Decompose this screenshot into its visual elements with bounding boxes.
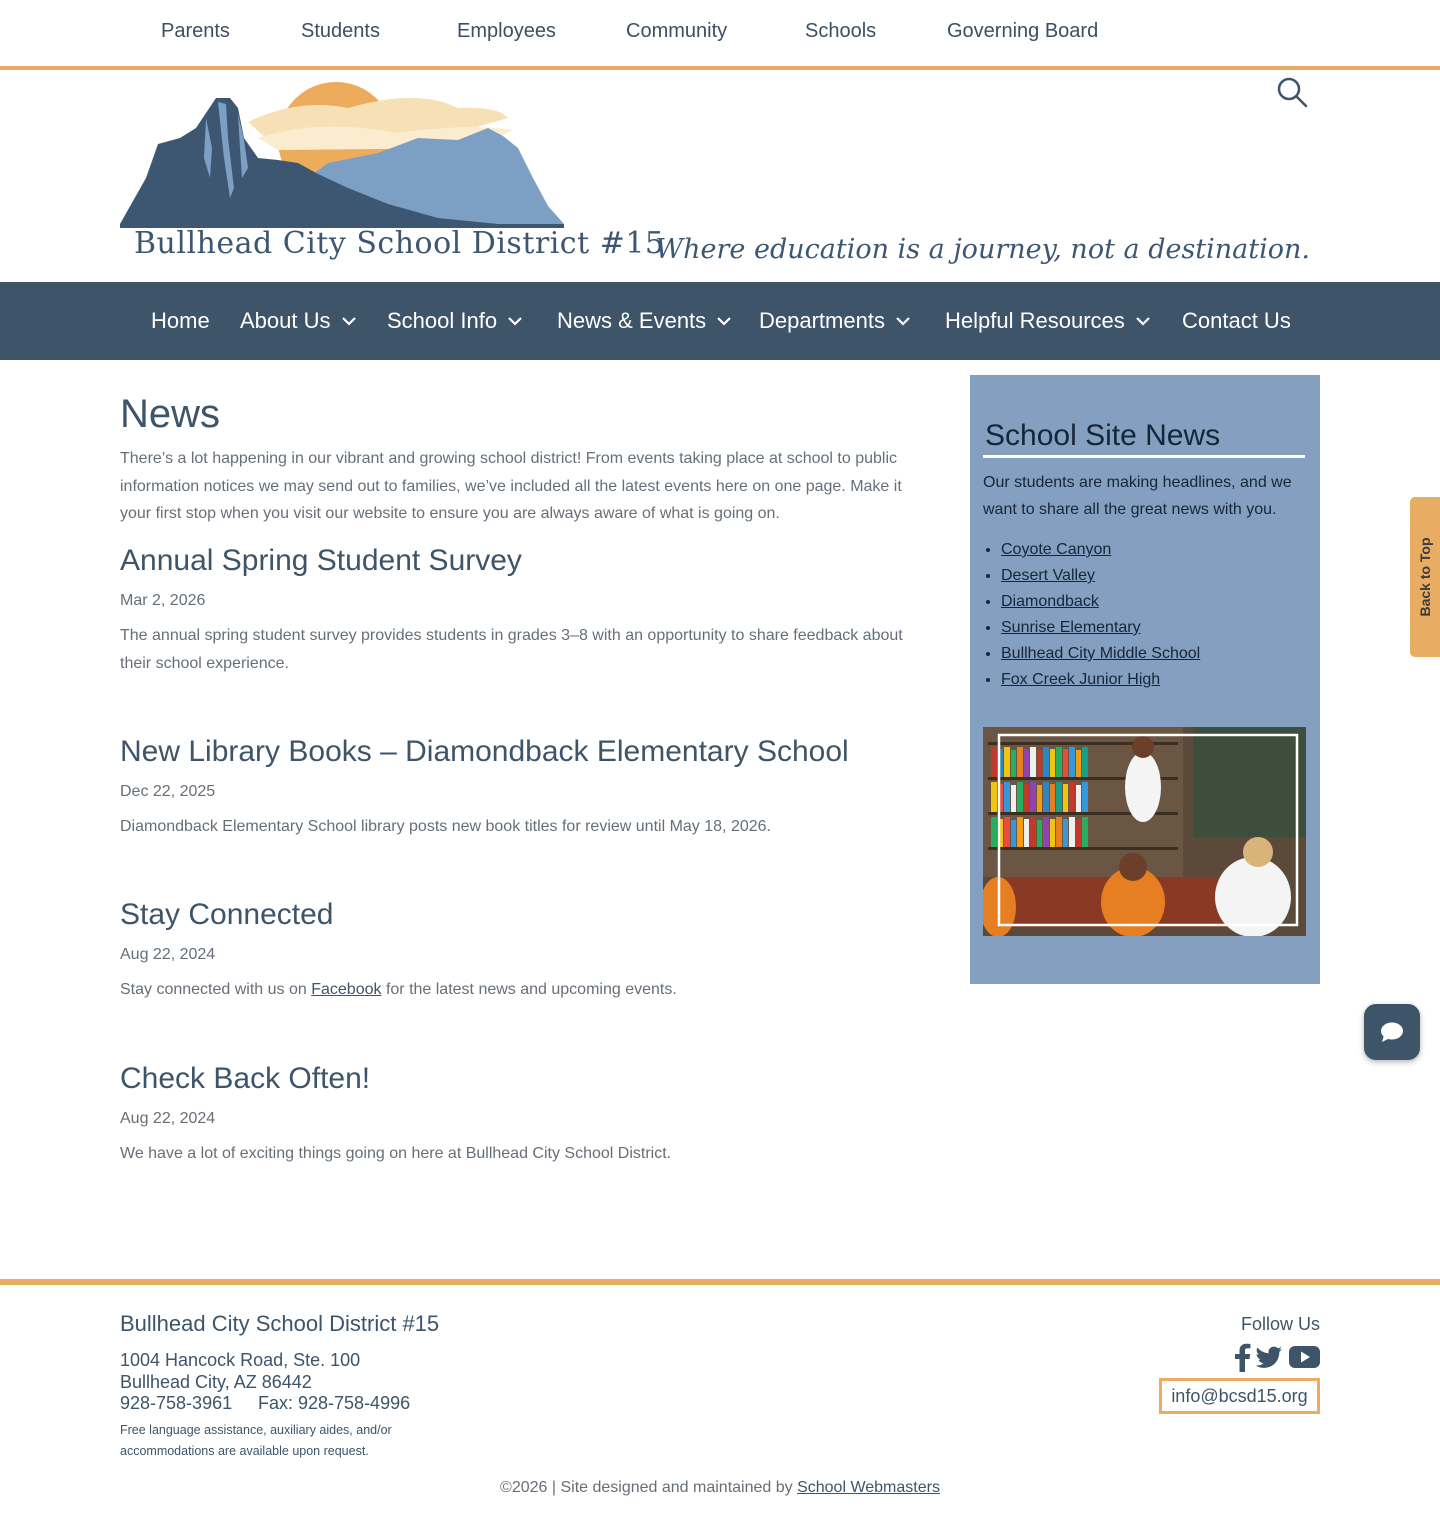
footer-address-line2: Bullhead City, AZ 86442 — [120, 1372, 312, 1392]
chevron-down-icon — [716, 313, 732, 329]
chevron-down-icon — [895, 313, 911, 329]
nav-helpful-resources-label: Helpful Resources — [945, 308, 1125, 333]
chat-button[interactable] — [1364, 1004, 1420, 1060]
article-title[interactable]: Annual Spring Student Survey — [120, 544, 522, 577]
utility-nav-parents[interactable]: Parents — [161, 20, 230, 42]
school-link-desert-valley[interactable]: Desert Valley — [1001, 567, 1095, 584]
logo-wordmark: Bullhead City School District #15 — [134, 226, 665, 261]
school-link-coyote-canyon[interactable]: Coyote Canyon — [1001, 541, 1112, 558]
list-item — [1001, 641, 1200, 667]
article-body: The annual spring student survey provides students in grades 3–8 with an opportunity to share feedback about their school experience. — [120, 627, 903, 672]
facebook-icon[interactable] — [1232, 1342, 1252, 1372]
library-classroom-image — [983, 727, 1306, 936]
copyright-text: ©2026 | Site designed and maintained by — [500, 1479, 798, 1496]
nav-helpful-resources[interactable] — [945, 308, 1151, 334]
facebook-link[interactable]: Facebook — [311, 981, 382, 998]
nav-contact-us-label: Contact Us — [1182, 308, 1291, 333]
article-body: Diamondback Elementary School library posts new book titles for review until May 18, 2026. — [120, 818, 771, 835]
nav-contact-us[interactable] — [1182, 308, 1291, 334]
footer-divider — [0, 1279, 1440, 1285]
main-nav — [0, 282, 1440, 360]
back-to-top-button[interactable] — [1410, 497, 1440, 657]
school-link-diamondback[interactable]: Diamondback — [1001, 593, 1099, 610]
utility-nav-students[interactable]: Students — [301, 20, 380, 42]
school-site-news-sidebar — [970, 375, 1320, 984]
article-title[interactable]: Stay Connected — [120, 898, 334, 931]
mountain-sun-logo-icon — [118, 78, 566, 228]
page-intro: There’s a lot happening in our vibrant and growing school district! From events taking place at school to public information notices we may send out to families, we’ve included all the latest events here on one page. Make it your first stop when you visit our website to ensure you are always aware of what is going on. — [120, 450, 902, 522]
nav-departments[interactable] — [759, 308, 911, 334]
utility-nav-employees[interactable]: Employees — [457, 20, 556, 42]
sidebar-divider — [983, 455, 1305, 458]
youtube-icon[interactable] — [1289, 1342, 1320, 1372]
chat-bubble-icon — [1380, 1021, 1404, 1043]
utility-nav-schools[interactable]: Schools — [805, 20, 877, 42]
nav-home[interactable] — [151, 308, 210, 334]
nav-about-us[interactable] — [240, 308, 357, 334]
list-item — [1001, 537, 1200, 563]
chevron-down-icon — [507, 313, 523, 329]
nav-departments-label: Departments — [759, 308, 885, 333]
list-item — [1001, 667, 1200, 693]
list-item — [1001, 615, 1200, 641]
article-date: Aug 22, 2024 — [120, 1110, 216, 1127]
list-item — [1001, 589, 1200, 615]
school-link-sunrise-elementary[interactable]: Sunrise Elementary — [1001, 619, 1141, 636]
nav-news-events-label: News & Events — [557, 308, 707, 333]
article-body-text: for the latest news and upcoming events. — [381, 981, 677, 998]
follow-us-label: Follow Us — [1240, 1314, 1320, 1334]
email-link[interactable]: info@bcsd15.org — [1159, 1378, 1320, 1414]
footer-accessibility-note: Free language assistance, auxiliary aides, and/or accommodations are available upon request. — [120, 1423, 392, 1458]
footer-address-line1: 1004 Hancock Road, Ste. 100 — [120, 1350, 361, 1370]
news-article — [120, 898, 910, 1004]
school-link-bullhead-city-middle[interactable]: Bullhead City Middle School — [1001, 645, 1201, 662]
back-to-top-label: Back to Top — [1417, 537, 1433, 617]
footer-phone[interactable]: 928-758-3961 — [120, 1393, 233, 1413]
sidebar-description: Our students are making headlines, and we want to share all the great news with you. — [983, 474, 1292, 518]
tagline: Where education is a journey, not a destination. — [655, 234, 1310, 265]
article-title[interactable]: New Library Books – Diamondback Elementary School — [120, 735, 849, 768]
utility-nav — [0, 0, 1440, 66]
nav-about-us-label: About Us — [240, 308, 331, 333]
article-title[interactable]: Check Back Often! — [120, 1062, 371, 1095]
article-body — [120, 976, 910, 1004]
nav-home-label: Home — [151, 308, 210, 333]
utility-nav-governing-board[interactable]: Governing Board — [947, 20, 1099, 42]
footer-fax: Fax: 928-758-4996 — [258, 1393, 411, 1413]
news-article — [120, 735, 910, 841]
nav-news-events[interactable] — [557, 308, 732, 334]
utility-nav-community[interactable]: Community — [626, 20, 728, 42]
search-icon[interactable] — [1276, 76, 1308, 108]
school-links-list — [1001, 537, 1200, 693]
nav-school-info-label: School Info — [387, 308, 498, 333]
news-article — [120, 1062, 910, 1168]
school-webmasters-link[interactable]: School Webmasters — [797, 1479, 940, 1496]
twitter-icon[interactable] — [1255, 1342, 1283, 1372]
school-link-fox-creek-junior-high[interactable]: Fox Creek Junior High — [1001, 671, 1161, 688]
chevron-down-icon — [1135, 313, 1151, 329]
article-date: Mar 2, 2026 — [120, 592, 206, 609]
article-body: We have a lot of exciting things going on here at Bullhead City School District. — [120, 1145, 672, 1162]
sidebar-title: School Site News — [985, 419, 1221, 452]
list-item — [1001, 563, 1200, 589]
article-body-text: Stay connected with us on — [120, 981, 312, 998]
news-article — [120, 544, 910, 677]
page-title: News — [120, 392, 221, 436]
article-date: Dec 22, 2025 — [120, 783, 216, 800]
chevron-down-icon — [341, 313, 357, 329]
article-date: Aug 22, 2024 — [120, 946, 216, 963]
header-divider — [0, 66, 1440, 70]
nav-school-info[interactable] — [387, 308, 523, 334]
library-photo — [983, 727, 1306, 936]
copyright — [0, 1479, 1440, 1497]
footer-district-name: Bullhead City School District #15 — [120, 1311, 440, 1336]
